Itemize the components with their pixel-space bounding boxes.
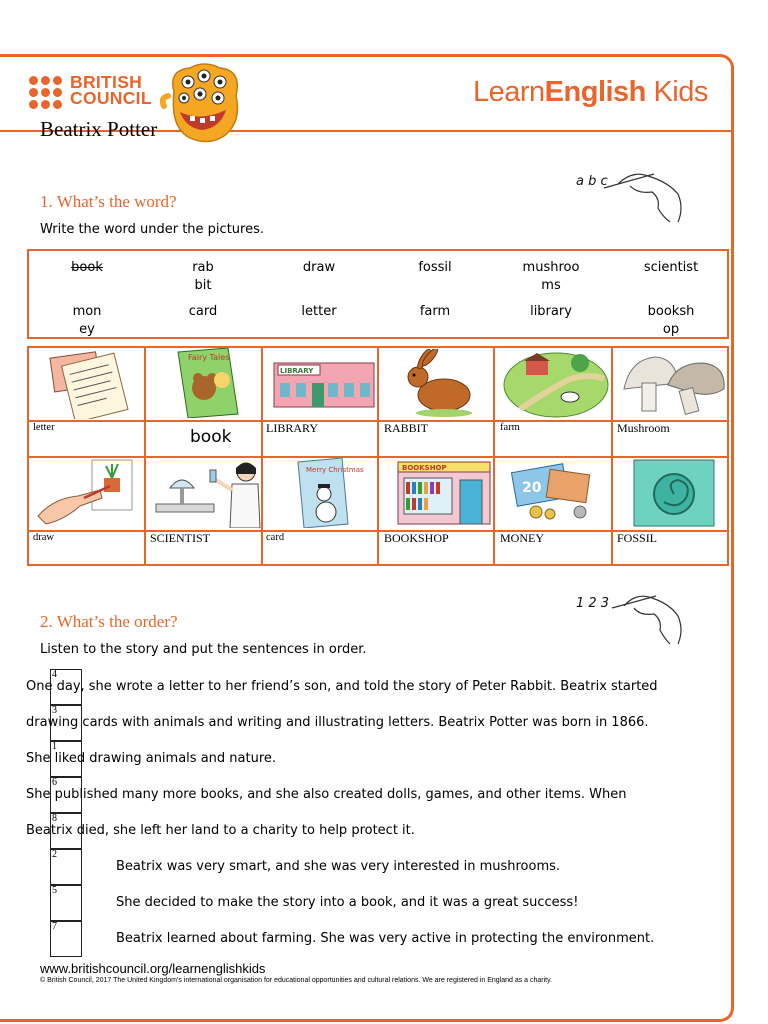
picture-label-mushroom[interactable]: Mushroom: [617, 421, 670, 435]
british-council-logo: [70, 74, 152, 106]
footer-copyright: © British Council, 2017 The United Kingdom’s international organisation for educational opportunities and cultural relations. We are registered in England as a charity.: [40, 977, 553, 984]
rabbit-picture: [384, 349, 496, 419]
drawing-picture: [34, 458, 146, 528]
word-bank-item: rab bit: [192, 260, 214, 293]
picture-label-money[interactable]: MONEY: [500, 531, 544, 545]
story-sentence: Beatrix learned about farming. She was very active in protecting the environment.: [116, 931, 655, 946]
word-bank-item: mushroo ms: [522, 260, 580, 293]
story-sentence: drawing cards with animals and writing and illustrating letters. Beatrix Potter was born in 1866.: [26, 715, 649, 730]
shop-sign-text: BOOKSHOP: [402, 464, 447, 472]
fossil-picture: [616, 458, 728, 528]
footer-url[interactable]: www.britishcouncil.org/learnenglishkids: [40, 961, 266, 976]
book-cover-text: Fairy Tales: [188, 353, 230, 362]
logo-line-1: BRITISH: [70, 72, 143, 92]
letter-picture: [34, 349, 146, 419]
word-bank-item: mon ey: [72, 304, 102, 337]
brand-part-3: Kids: [645, 76, 708, 108]
order-answer-box[interactable]: 5: [50, 885, 82, 921]
story-sentence: She liked drawing animals and nature.: [26, 751, 277, 766]
story-sentence: She published many more books, and she also created dolls, games, and other items. When: [26, 787, 627, 802]
picture-label-draw[interactable]: draw: [33, 532, 54, 543]
word-bank-item: library: [530, 304, 572, 319]
picture-label-library[interactable]: LIBRARY: [266, 421, 319, 435]
word-bank-item: book: [71, 260, 103, 275]
handwriting-sample-text: a b c: [576, 174, 608, 189]
british-council-logo-icon: [29, 76, 63, 110]
picture-label-bookshop[interactable]: BOOKSHOP: [384, 531, 449, 545]
story-sentence: Beatrix died, she left her land to a charity to help protect it.: [26, 823, 415, 838]
section-2-instruction: Listen to the story and put the sentences in order.: [40, 642, 367, 657]
word-bank-item: letter: [301, 304, 337, 319]
book-picture: [152, 348, 264, 418]
card-text: Merry Christmas: [306, 466, 364, 474]
section-1-instruction: Write the word under the pictures.: [40, 222, 264, 237]
monster-mascot-icon: [160, 62, 246, 148]
order-answer-box[interactable]: 3: [50, 705, 82, 741]
brand-part-2: English: [544, 76, 646, 108]
section-1-heading: 1. What’s the word?: [40, 192, 177, 211]
money-picture: [500, 458, 612, 528]
order-answer-box[interactable]: 2: [50, 849, 82, 885]
story-sentence: Beatrix was very smart, and she was very interested in mushrooms.: [116, 859, 561, 874]
learnenglish-kids-logo: [473, 76, 708, 109]
scientist-picture: [150, 458, 262, 528]
library-sign-text: LIBRARY: [280, 367, 314, 375]
handwriting-abc-icon: [574, 168, 688, 224]
section-2-heading: 2. What’s the order?: [40, 612, 178, 631]
picture-label-farm[interactable]: farm: [500, 422, 520, 433]
word-bank: [27, 249, 729, 339]
bookshop-picture: [384, 458, 496, 528]
banknote-text: 20: [522, 480, 542, 496]
order-answer-box[interactable]: 1: [50, 741, 82, 777]
word-bank-item: card: [188, 304, 218, 319]
order-answer-box[interactable]: 8: [50, 813, 82, 849]
page-title: Beatrix Potter: [40, 117, 158, 141]
picture-label-rabbit[interactable]: RABBIT: [384, 421, 429, 435]
order-answer-box[interactable]: 6: [50, 777, 82, 813]
word-bank-item: fossil: [418, 260, 452, 275]
word-bank-item: farm: [419, 304, 451, 319]
logo-line-2: COUNCIL: [70, 88, 152, 108]
word-bank-item: draw: [302, 260, 336, 275]
library-picture: [268, 349, 380, 419]
brand-part-1: Learn: [473, 76, 545, 108]
handwriting-123-icon: [574, 590, 688, 646]
word-bank-item: scientist: [643, 260, 699, 275]
story-sentence: She decided to make the story into a book, and it was a great success!: [116, 895, 579, 910]
story-sentence: One day, she wrote a letter to her friend’s son, and told the story of Peter Rabbit. Beatrix started: [26, 679, 658, 694]
farm-picture: [500, 349, 612, 419]
order-answer-box[interactable]: 7: [50, 921, 82, 957]
picture-label-scientist[interactable]: SCIENTIST: [150, 531, 210, 545]
christmas-card-picture: [268, 458, 380, 528]
picture-label-fossil[interactable]: FOSSIL: [617, 531, 658, 545]
picture-label-book[interactable]: book: [190, 427, 232, 447]
picture-label-card[interactable]: card: [266, 532, 285, 543]
order-answer-box[interactable]: 4: [50, 669, 82, 705]
word-bank-item: booksh op: [647, 304, 695, 337]
mushroom-picture: [616, 349, 728, 419]
handwriting-sample-text: 1 2 3: [576, 596, 610, 611]
picture-label-letter[interactable]: letter: [33, 422, 55, 433]
